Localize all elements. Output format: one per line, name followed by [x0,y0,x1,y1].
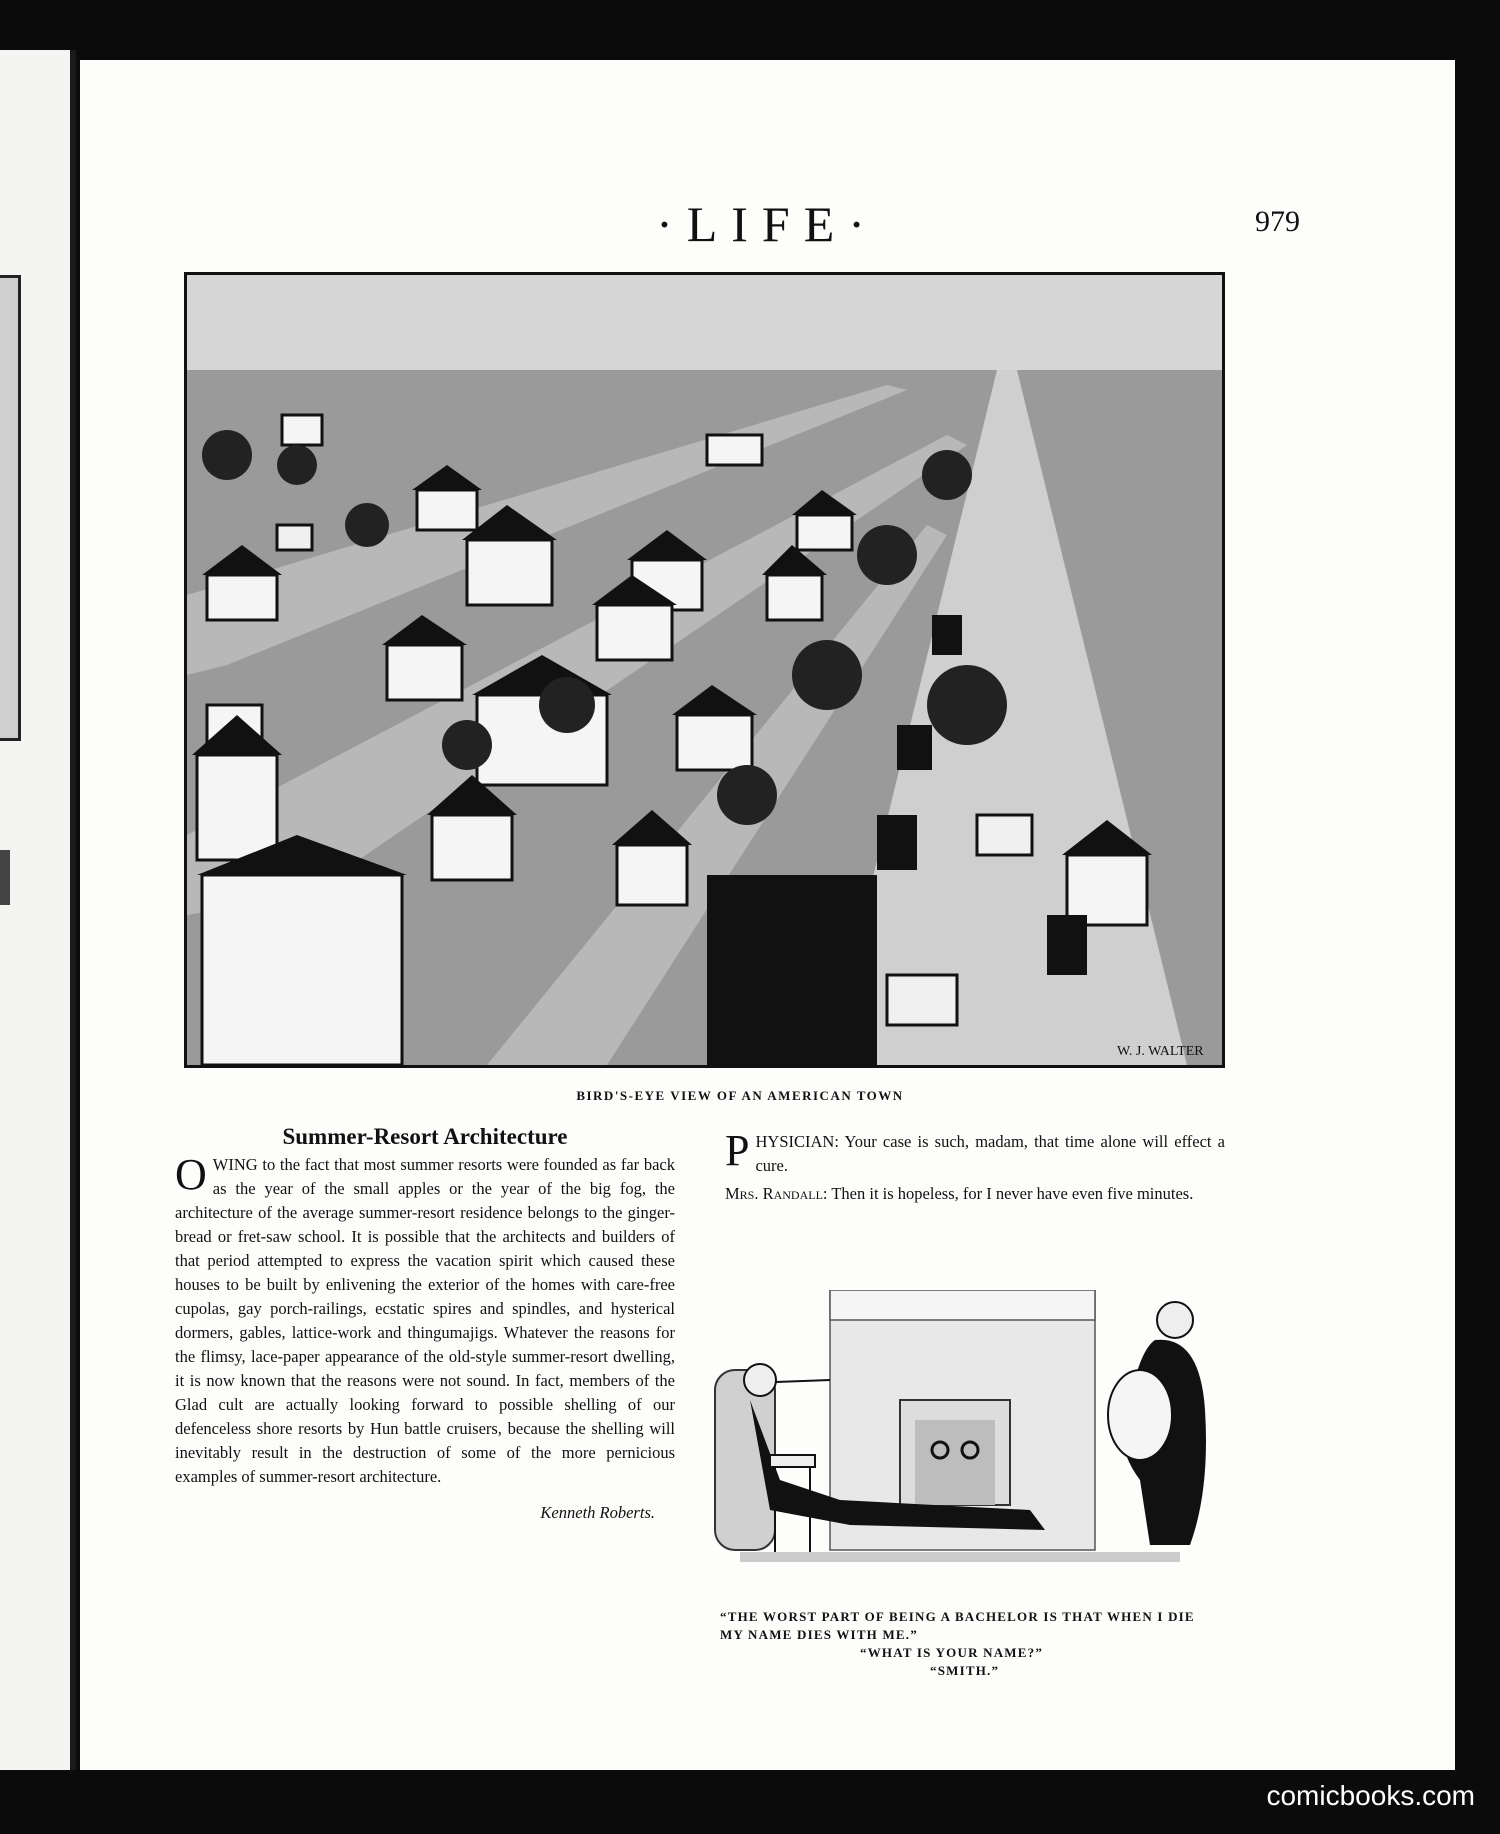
article-column [175,1125,675,1525]
article-title: Summer-Resort Architecture [282,1124,568,1149]
joke-speaker-1: HYSICIAN: [755,1132,839,1151]
previous-page-illustration-edge [0,275,21,741]
town-illustration [184,272,1225,1068]
previous-page-mark [0,850,10,905]
cartoon-caption-line-3: “SMITH.” [930,1663,1000,1678]
cartoon-caption-line-2: “WHAT IS YOUR NAME?” [860,1645,1044,1660]
article-body: WING to the fact that most summer resorts were founded as far back as the year of the small apples or the year of the big fog, the architecture of the average summer-resort residence belongs to the ginger-bread or fret-saw school. It is possible that the architects and builders of that period attempted to express the vacation spirit which caused these houses to be built by enlivening the exterior of the homes with care-free cupolas, gay porch-railings, ecstatic spires and spindles, and hysterical dormers, gables, lattice-work and thingumajigs. Whatever the reasons for the flimsy, lace-paper appearance of the old-style summer-resort dwelling, it is now known that the reasons were not sound. In fact, members of the Glad cult are actually looking forward to possible shelling of our defenceless shore resorts by Hun battle cruisers, because the shelling will inevitably result in the destruction of some of the more pernicious examples of summer-resort architecture. [175,1155,675,1486]
cartoon-drawing [700,1290,1255,1580]
article-byline: Kenneth Roberts. [540,1503,655,1522]
illustration-signature: W. J. WALTER [1117,1044,1204,1059]
joke-text-1: Your case is such, madam, that time alone will effect a cure. [755,1132,1225,1175]
magazine-page [80,60,1455,1770]
joke-line-1 [725,1126,1225,1178]
joke-column [725,1126,1225,1206]
site-watermark: comicbooks.com [1266,1780,1475,1811]
bachelor-cartoon [700,1290,1255,1580]
cartoon-caption-line-1: “THE WORST PART OF BEING A BACHELOR IS THAT WHEN I DIE MY NAME DIES WITH ME.” [720,1609,1195,1642]
article-body-wrap [175,1150,675,1489]
joke-line-2 [725,1182,1225,1206]
town-drawing [187,275,1222,1065]
article-drop-cap: O [175,1150,207,1199]
cartoon-caption [720,1608,1220,1680]
joke-speaker-2: Mrs. Randall: [725,1184,828,1203]
previous-page-edge [0,50,76,1770]
joke-text-2: Then it is hopeless, for I never have even five minutes. [831,1184,1194,1203]
illustration-caption: BIRD'S-EYE VIEW OF AN AMERICAN TOWN [576,1088,904,1103]
page-number: 979 [1255,205,1300,238]
masthead: ·LIFE· [656,196,879,252]
joke-drop-cap: P [725,1126,750,1175]
